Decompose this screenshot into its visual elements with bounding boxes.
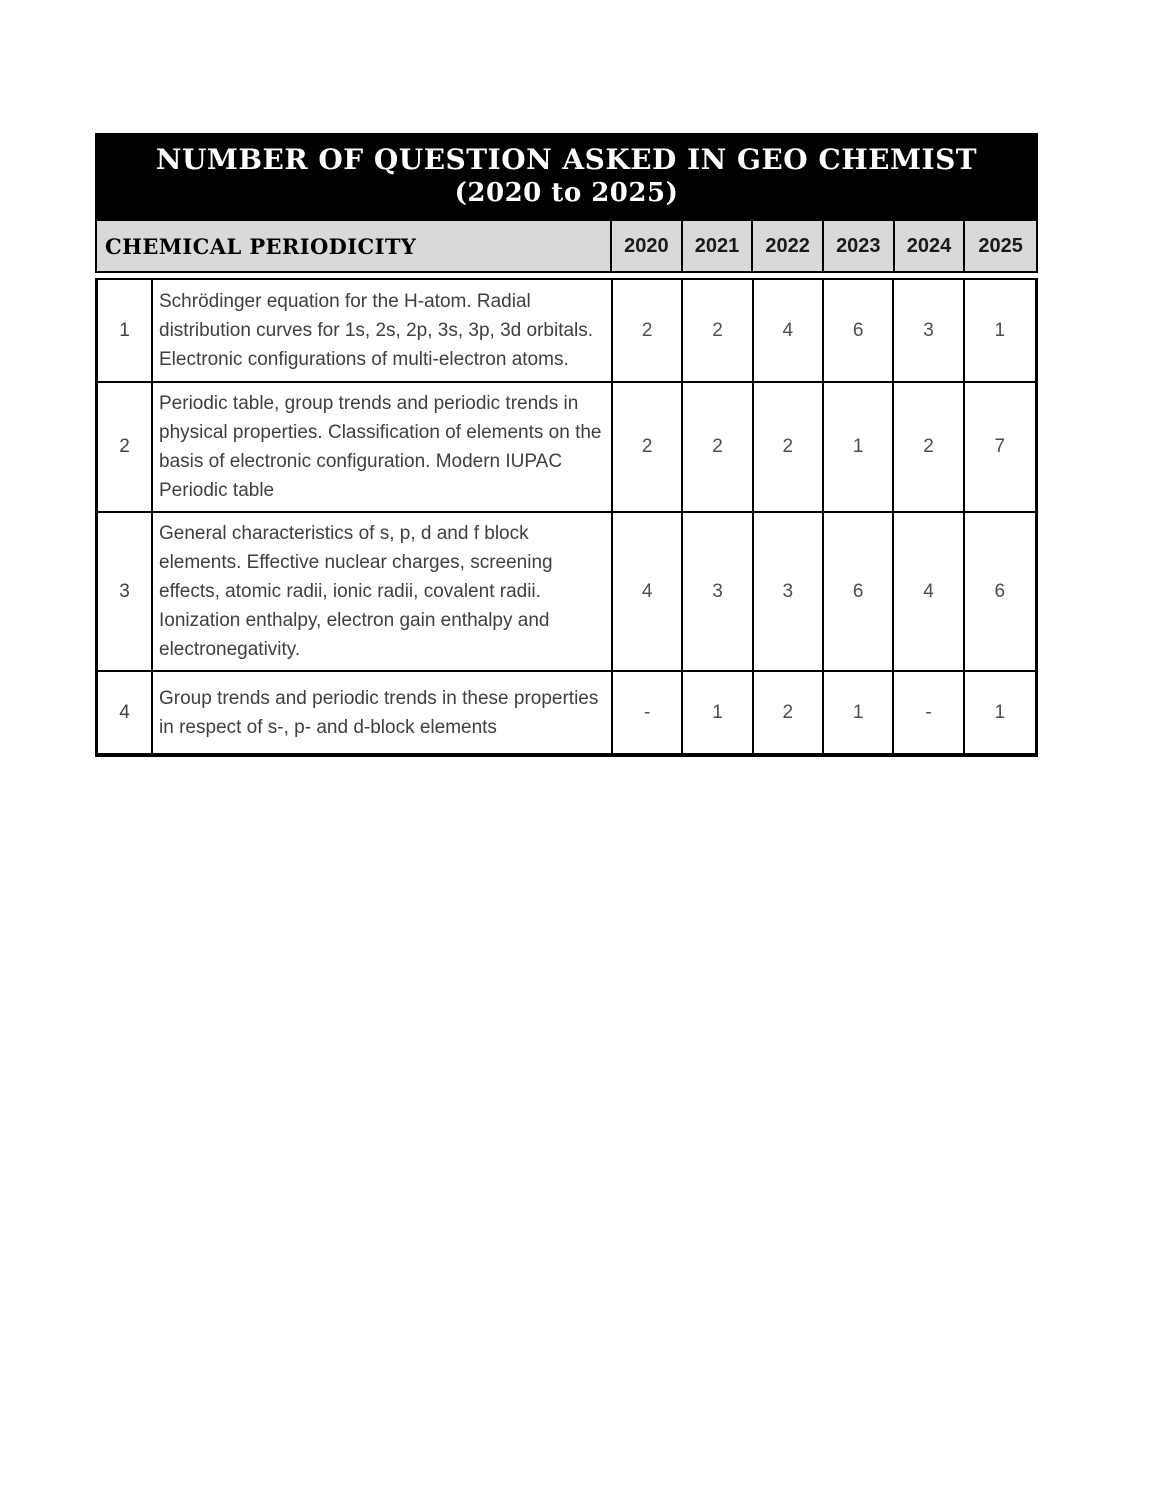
row-value-2025: 1 [994, 319, 1006, 341]
row-value-2025: 7 [994, 436, 1006, 457]
row-topic: Group trends and periodic trends in these properties in respect of s-, p- and d-block elements [153, 672, 613, 753]
year-header: 2025 [978, 234, 1023, 257]
table-row [98, 513, 1035, 672]
row-value-2025: 1 [994, 701, 1006, 723]
row-value-2024: 4 [894, 513, 964, 670]
row-value-2023: 1 [824, 672, 894, 753]
row-value-2024: 3 [894, 280, 964, 381]
table-row [98, 383, 1035, 513]
row-value-2021: 2 [683, 383, 753, 511]
year-header: 2023 [824, 221, 895, 271]
question-count-table [95, 133, 1038, 757]
table-body [95, 278, 1038, 757]
row-number: 1 [98, 280, 153, 381]
row-number: 4 [98, 672, 153, 753]
table-row [98, 672, 1035, 753]
row-value-2021: 3 [683, 513, 753, 670]
row-value-2022: 2 [754, 672, 824, 753]
row-topic: Periodic table, group trends and periodic trends in physical properties. Classification of elements on the basis of electronic configuration. Modern IUPAC Periodic table [153, 383, 613, 511]
title-line-1: NUMBER OF QUESTION ASKED IN GEO CHEMIST [155, 143, 978, 176]
row-value-2022: 4 [754, 280, 824, 381]
row-value-2020: 2 [613, 383, 683, 511]
row-value-2020: 2 [613, 280, 683, 381]
row-value-2023: 1 [824, 383, 894, 511]
row-value-2020: - [613, 672, 683, 753]
row-value-2021: 2 [683, 280, 753, 381]
header-row [95, 219, 1038, 273]
row-topic: Schrödinger equation for the H-atom. Radial distribution curves for 1s, 2s, 2p, 3s, 3p, 3d orbitals. Electronic configurations of multi-electron atoms. [153, 280, 613, 381]
row-value-2020: 4 [613, 513, 683, 670]
year-header: 2022 [753, 221, 824, 271]
section-label: CHEMICAL PERIODICITY [97, 221, 612, 271]
row-value-2023: 6 [824, 280, 894, 381]
table-row [98, 280, 1035, 383]
row-value-2024: - [894, 672, 964, 753]
row-number: 3 [98, 513, 153, 670]
year-header: 2024 [895, 221, 966, 271]
row-value-2021: 1 [683, 672, 753, 753]
row-value-2022: 3 [754, 513, 824, 670]
title-line-2: (2020 to 2025) [454, 178, 679, 208]
row-value-2022: 2 [754, 383, 824, 511]
row-topic: General characteristics of s, p, d and f block elements. Effective nuclear charges, screening effects, atomic radii, ionic radii, covalent radii. Ionization enthalpy, electron gain enthalpy and electronegativity. [153, 513, 613, 670]
row-value-2024: 2 [894, 383, 964, 511]
row-number: 2 [98, 383, 153, 511]
year-header: 2020 [612, 221, 683, 271]
table-title-banner [95, 133, 1038, 219]
row-value-2025: 6 [994, 580, 1006, 602]
row-value-2023: 6 [824, 513, 894, 670]
year-header: 2021 [683, 221, 754, 271]
